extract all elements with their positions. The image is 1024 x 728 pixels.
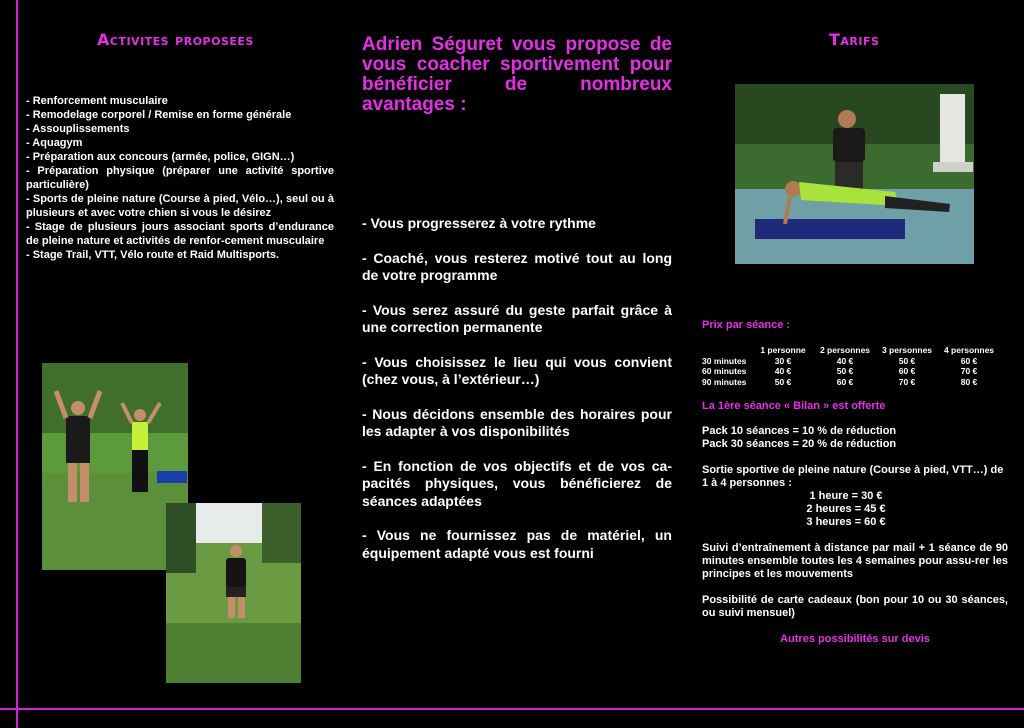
activity-item: - Préparation aux concours (armée, police, GIGN…) (26, 151, 295, 163)
activities-title: Activites proposees (97, 30, 254, 49)
price-table-cell: 50 € (774, 376, 792, 387)
activity-item: - Renforcement musculaire (26, 95, 168, 107)
price-table-cell: 60 minutes (702, 366, 747, 376)
activity-item: - Sports de pleine nature (Course à pied, Vélo…), seul ou à plusieurs et avec votre chien si vous le désirez (26, 193, 334, 219)
activity-item: - Aquagym (26, 137, 83, 149)
outdoor-outing (702, 464, 1008, 529)
price-table-header-cell: 2 personnes (819, 345, 871, 355)
benefit-item: - Vous choisissez le lieu qui vous convient (chez vous, à l’extérieur…) (362, 353, 672, 387)
activity-item: - Préparation physique (préparer une activité sportive particulière) (26, 165, 334, 191)
activities-list (26, 94, 334, 262)
price-table-cell: 80 € (960, 376, 978, 387)
photo-coaching-session (735, 84, 974, 264)
price-per-session-label: Prix par séance : (702, 319, 791, 331)
price-table-cell: 40 € (774, 366, 792, 376)
other-options-text: Autres possibilités sur devis (780, 633, 930, 645)
price-table-cell: 60 € (836, 376, 854, 387)
first-session-offer: La 1ère séance « Bilan » est offerte (702, 400, 886, 412)
pack-30-text: Pack 30 séances = 20 % de réduction (702, 438, 897, 450)
price-table-cell: 50 € (898, 355, 916, 366)
activity-item: - Stage Trail, VTT, Vélo route et Raid Multisports. (26, 249, 280, 261)
pack-discounts (702, 425, 1008, 451)
price-table-cell: 50 € (836, 366, 854, 376)
benefit-item: - En fonction de vos objectifs et de vos ca-pacités physiques, vous bénéficierez de séances adaptées (362, 457, 672, 509)
price-table-cell: 60 € (960, 355, 978, 366)
price-table-row (702, 356, 1000, 367)
price-table (702, 345, 1000, 387)
benefit-item: - Vous ne fournissez pas de matériel, un équipement adapté vous est fourni (362, 527, 672, 561)
price-table-cell: 70 € (898, 376, 916, 387)
bottom-border-rule (0, 708, 1024, 710)
outing-hour-price: 2 heures = 45 € (806, 503, 886, 515)
outing-text: Sortie sportive de pleine nature (Course à pied, VTT…) de 1 à 4 personnes : (702, 464, 1004, 489)
benefits-list (362, 215, 672, 579)
price-table-header-cell: 3 personnes (881, 345, 933, 355)
price-table-cell: 30 minutes (702, 355, 747, 366)
price-table-cell: 70 € (960, 366, 978, 376)
benefit-item: - Nous décidons ensemble des horaires pour les adapter à vos disponibilités (362, 405, 672, 439)
price-table-cell: 90 minutes (702, 376, 747, 387)
outing-hour-price: 3 heures = 60 € (806, 516, 886, 528)
benefit-item: - Vous progresserez à votre rythme (362, 215, 596, 231)
left-border-rule (16, 0, 18, 728)
price-table-header (702, 345, 1000, 356)
activity-item: - Stage de plusieurs jours associant sports d’endurance de pleine nature et activités de renfor-cement musculaire (26, 221, 334, 247)
price-table-row (702, 366, 1000, 377)
pack-10-text: Pack 10 séances = 10 % de réduction (702, 425, 897, 437)
photo-trail-running (166, 503, 301, 683)
rates-title: Tarifs (829, 30, 880, 49)
activity-item: - Assouplissements (26, 123, 130, 135)
price-table-cell: 60 € (898, 366, 916, 376)
price-table-cell: 30 € (774, 355, 792, 366)
remote-followup-text: Suivi d’entraînement à distance par mail + 1 séance de 90 minutes ensemble toutes les 4 semaines pour assu-rer les principes et les mouvements (702, 542, 1008, 580)
price-table-header-cell: 4 personnes (943, 345, 995, 355)
price-table-cell: 40 € (836, 355, 854, 366)
outing-hour-price: 1 heure = 30 € (809, 490, 883, 502)
gift-cards-text: Possibilité de carte cadeaux (bon pour 10 ou 30 séances, ou suivi mensuel) (702, 594, 1008, 619)
benefit-item: - Coaché, vous resterez motivé tout au long de votre programme (362, 249, 672, 283)
coaching-heading: Adrien Séguret vous propose de vous coacher sportivement pour bénéficier de nombreux avantages : (362, 34, 672, 115)
price-table-header-cell: 1 personne (760, 345, 806, 355)
price-table-row (702, 377, 1000, 388)
activity-item: - Remodelage corporel / Remise en forme générale (26, 109, 292, 121)
price-table-header-cell (702, 345, 752, 356)
benefit-item: - Vous serez assuré du geste parfait grâce à une correction permanente (362, 301, 672, 335)
